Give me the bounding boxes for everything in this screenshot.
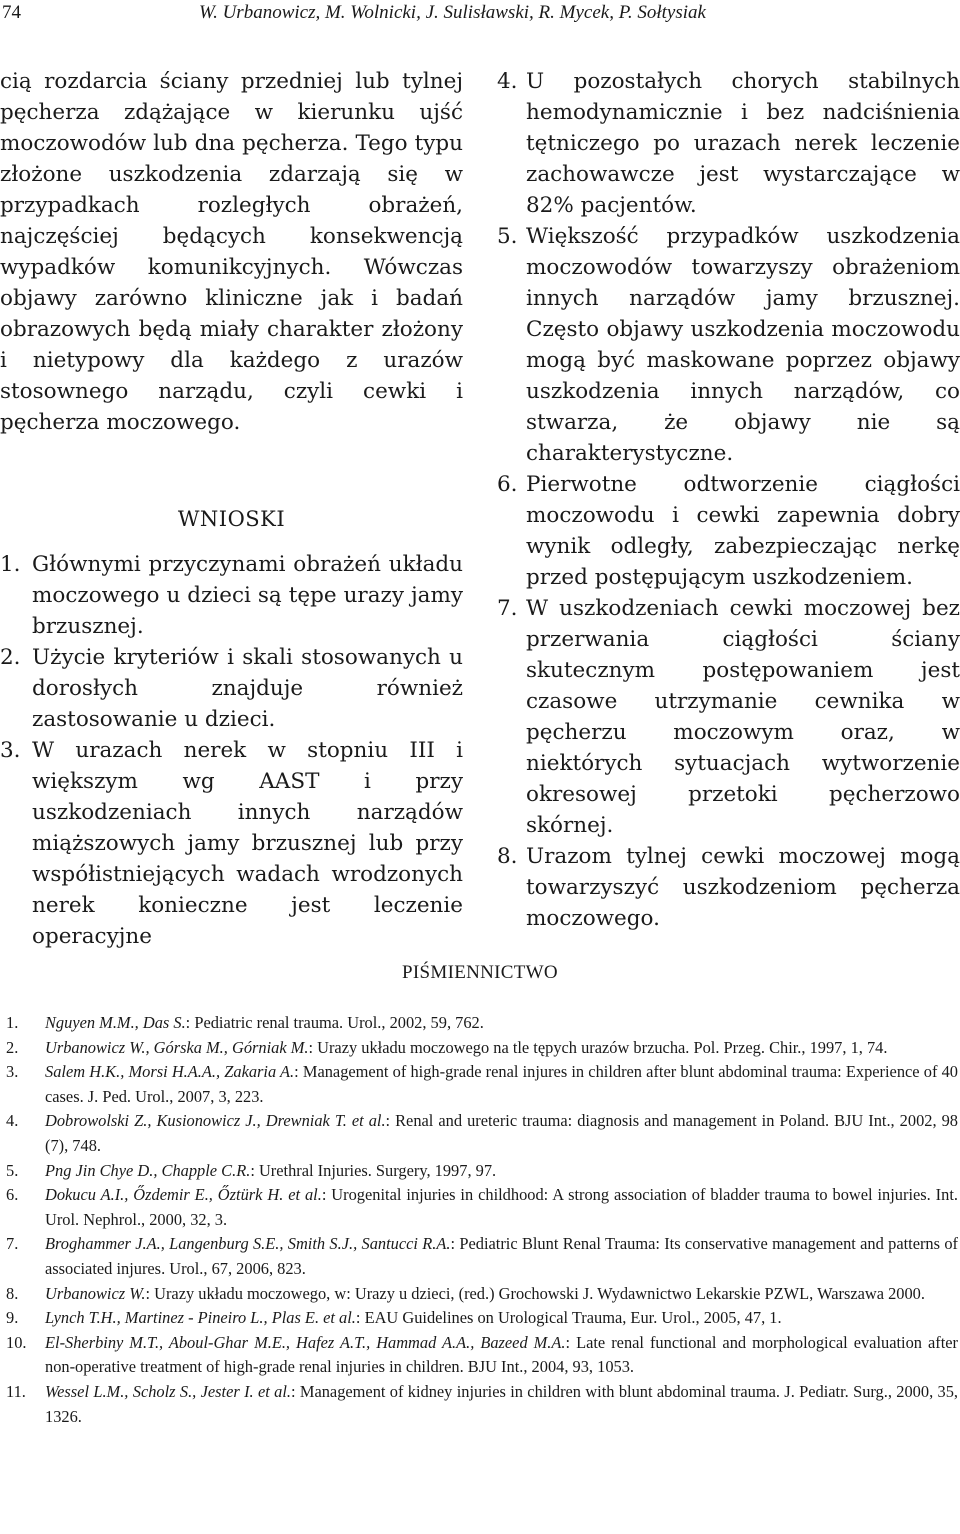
reference-number: 6. — [6, 1185, 19, 1205]
conclusion-item — [497, 841, 960, 934]
conclusion-item — [497, 221, 960, 469]
conclusion-number: 8. — [497, 844, 518, 869]
body-paragraph: cią rozdarcia ściany przedniej lub tylnej pęcherza zdążające w kierunku ujść moczowodów lub dna pęcherza. Tego typu złożone uszkodzenia zdarzają się w przypadkach rozległych obrażeń, najczęściej będących konsekwencją wypadków komunikcyjnych. Wówczas objawy zarówno kliniczne jak i badań obrazowych będą miały charakter złożony i nietypowy dla każdego z urazów stosownego narządu, czyli cewki i pęcherza moczowego. — [0, 69, 463, 435]
conclusions-heading: WNIOSKI — [177, 507, 286, 531]
conclusion-number: 2. — [0, 645, 21, 670]
left-column — [0, 66, 463, 952]
reference-item — [0, 1183, 958, 1232]
reference-authors: Broghammer J.A., Langenburg S.E., Smith S.J., Santucci R.A. — [45, 1234, 451, 1254]
conclusion-text: W urazach nerek w stopniu III i większym wg AAST i przy uszkodzeniach innych narządów miąższowych jamy brzusznej lub przy współistniejących wadach wrodzonych nerek konieczne jest leczenie operacyjne — [32, 738, 463, 949]
reference-number: 7. — [6, 1234, 19, 1254]
right-column — [497, 66, 960, 934]
reference-number: 10. — [6, 1332, 27, 1352]
reference-item — [0, 1159, 958, 1184]
conclusion-item — [0, 549, 463, 642]
reference-item — [0, 1060, 958, 1109]
conclusion-item — [497, 66, 960, 221]
reference-text: : Urazy układu moczowego, w: Urazy u dzieci, (red.) Grochowski J. Wydawnictwo Lekarskie PZWL, Warszawa 2000. — [145, 1283, 925, 1303]
reference-text: : Renal and ureteric trauma: diagnosis and management in Poland. BJU Int., 2002, 98 (7), 748. — [45, 1111, 958, 1155]
reference-item — [0, 1380, 958, 1429]
conclusion-text: Większość przypadków uszkodzenia moczowodów towarzyszy obrażeniom innych narządów jamy brzusznej. Często objawy uszkodzenia moczowodu mogą być maskowane poprzez objawy uszkodzenia innych narządów, co stwarza, że objawy nie są charakterystyczne. — [526, 224, 960, 466]
reference-authors: Urbanowicz W., Górska M., Górniak M. — [45, 1037, 309, 1057]
conclusion-text: Głównymi przyczynami obrażeń układu moczowego u dzieci są tępe urazy jamy brzusznej. — [32, 552, 463, 639]
reference-number: 2. — [6, 1037, 19, 1057]
reference-number: 4. — [6, 1111, 19, 1131]
reference-item — [0, 1282, 958, 1307]
reference-text: : Management of kidney injuries in children with blunt abdominal trauma. J. Pediatr. Surg., 2000, 35, 1326. — [45, 1381, 958, 1426]
reference-authors: Nguyen M.M., Das S. — [45, 1013, 186, 1032]
conclusion-number: 6. — [497, 472, 518, 497]
reference-text: : Pediatric Blunt Renal Trauma: Its conservative management and patterns of associated injures. Urol., 67, 2006, 823. — [45, 1234, 958, 1278]
conclusion-number: 5. — [497, 224, 518, 249]
reference-number: 8. — [6, 1283, 19, 1303]
reference-text: : EAU Guidelines on Urological Trauma, Eur. Urol., 2005, 47, 1. — [355, 1308, 782, 1328]
conclusion-item — [0, 642, 463, 735]
references-list — [0, 1011, 958, 1429]
reference-number: 1. — [6, 1013, 19, 1032]
conclusions-list-right — [497, 66, 960, 934]
conclusion-number: 4. — [497, 69, 518, 94]
conclusion-text: Użycie kryteriów i skali stosowanych u dorosłych znajduje również zastosowanie u dzieci. — [32, 645, 463, 732]
reference-item — [0, 1306, 958, 1331]
reference-text: : Management of high-grade renal injures in children after blunt abdominal trauma: Experience of 40 cases. J. Ped. Urol., 2007, 3, 223. — [45, 1062, 958, 1106]
reference-authors: Wessel L.M., Scholz S., Jester I. et al. — [45, 1381, 291, 1401]
reference-item — [0, 1109, 958, 1158]
reference-authors: Png Jin Chye D., Chapple C.R. — [45, 1160, 251, 1180]
conclusion-number: 3. — [0, 738, 21, 763]
references-heading: PIŚMIENNICTWO — [402, 962, 558, 983]
conclusion-text: U pozostałych chorych stabilnych hemodynamicznie i bez nadciśnienia tętniczego po urazach nerek leczenie zachowawcze jest wystarczające w 82% pacjentów. — [526, 69, 960, 218]
conclusions-list-left — [0, 549, 463, 952]
reference-number: 11. — [6, 1381, 26, 1401]
reference-authors: Dokucu A.I., Őzdemir E., Őztürk H. et al. — [45, 1185, 322, 1205]
conclusion-number: 7. — [497, 596, 518, 621]
reference-authors: Dobrowolski Z., Kusionowicz J., Drewniak T. et al. — [45, 1111, 386, 1131]
page-number: 74 — [2, 2, 21, 23]
reference-authors: Urbanowicz W. — [45, 1283, 146, 1303]
conclusion-number: 1. — [0, 552, 21, 577]
running-head-authors: W. Urbanowicz, M. Wolnicki, J. Sulisławski, R. Mycek, P. Sołtysiak — [199, 2, 706, 23]
reference-item — [0, 1036, 958, 1061]
conclusion-item — [497, 593, 960, 841]
conclusion-text: W uszkodzeniach cewki moczowej bez przerwania ciągłości ściany skutecznym postępowaniem jest czasowe utrzymanie cewnika w pęcherzu moczowym oraz, w niektórych sytuacjach wytworzenie okresowej przetoki pęcherzowo skórnej. — [526, 596, 960, 838]
conclusion-item — [0, 735, 463, 952]
reference-item — [0, 1331, 958, 1380]
reference-number: 9. — [6, 1308, 19, 1328]
reference-text: : Late renal functional and morphological evaluation after non-operative treatment of high-grade renal injuries in children. BJU Int., 2004, 93, 1053. — [45, 1332, 958, 1377]
reference-text: : Urethral Injuries. Surgery, 1997, 97. — [250, 1160, 497, 1180]
conclusion-text: Urazom tylnej cewki moczowej mogą towarzyszyć uszkodzeniom pęcherza moczowego. — [526, 844, 960, 931]
reference-text: : Urazy układu moczowego na tle tępych urazów brzucha. Pol. Przeg. Chir., 1997, 1, 74. — [308, 1037, 888, 1057]
reference-authors: Salem H.K., Morsi H.A.A., Zakaria A. — [45, 1062, 295, 1082]
reference-text: : Urogenital injuries in childhood: A strong association of bladder trauma to bowel injuries. Int. Urol. Nephrol., 2000, 32, 3. — [45, 1185, 958, 1229]
reference-authors: Lynch T.H., Martinez - Pineiro L., Plas E. et al. — [45, 1308, 356, 1328]
reference-item — [0, 1232, 958, 1281]
page-header — [0, 0, 960, 32]
reference-number: 5. — [6, 1160, 19, 1180]
reference-item — [0, 1011, 958, 1036]
conclusion-text: Pierwotne odtworzenie ciągłości moczowodu i cewki zapewnia dobry wynik odległy, zabezpieczając nerkę przed postępującym uszkodzeniem. — [526, 472, 960, 590]
reference-text: : Pediatric renal trauma. Urol., 2002, 59, 762. — [185, 1013, 484, 1032]
reference-number: 3. — [6, 1062, 19, 1082]
reference-authors: El-Sherbiny M.T., Aboul-Ghar M.E., Hafez A.T., Hammad A.A., Bazeed M.A. — [45, 1332, 566, 1352]
conclusion-item — [497, 469, 960, 593]
